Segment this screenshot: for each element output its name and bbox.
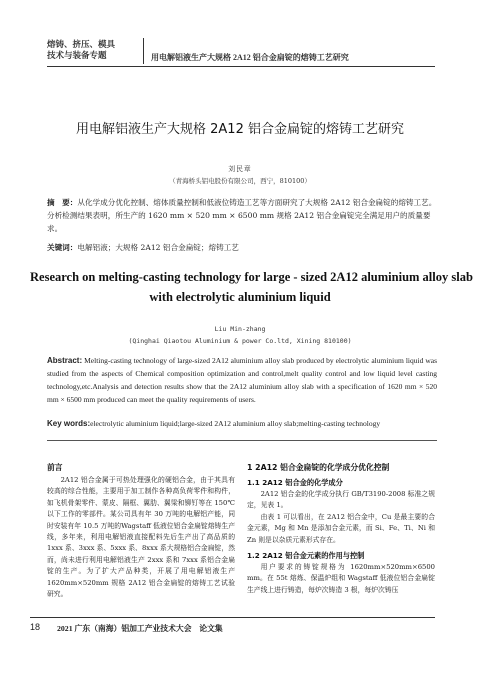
header-divider	[143, 38, 144, 64]
paragraph-1-1-a: 2A12 铝合金的化学成分执行 GB/T3190-2008 标准之规定，见表 1。	[247, 490, 435, 510]
abstract-cn	[47, 196, 437, 236]
author-cn: 刘民章	[228, 165, 252, 173]
paragraph-1-1-b: 由表 1 可以看出，在 2A12 铝合金中，Cu 是最主要的合金元素，Mg 和 Mn 是添加合金元素，而 Si、Fe、Ti、Ni 和 Zn 则是以杂质元素形式存在。	[247, 512, 435, 544]
footer-rule	[30, 617, 435, 618]
body-column-right	[247, 462, 435, 596]
subsection-heading-1-1: 1.1 2A12 铝合金的化学成分	[247, 478, 343, 487]
section-heading-preface: 前言	[47, 463, 63, 472]
abstract-en-label: Abstract:	[47, 356, 83, 365]
paper-title-en-line2: with electrolytic aluminium liquid	[149, 290, 331, 304]
author-en: Liu Min-zhang	[214, 325, 266, 333]
affiliation-cn: （青海桥头铝电股份有限公司，西宁，810100）	[169, 177, 311, 185]
affiliation-en: (Qinghai Qiaotou Aluminium & power Co.ltd, Xining 810100)	[128, 337, 352, 345]
abstract-cn-text: 从化学成分优化控制、熔体质量控制和低液位铸造工艺等方面研究了大规格 2A12 铝合金扁锭的熔铸工艺。分析检测结果表明，所生产的 1620 mm × 520 mm × 6500 mm 规格 2A12 铝合金扁锭完全满足用户的质量要求。	[47, 198, 437, 234]
keywords-en-label: Key words:	[47, 419, 91, 428]
section-label-line1: 熔铸、挤压、模具	[47, 39, 116, 49]
footer-text: 2021 广东（南海）铝加工产业技术大会 论文集	[57, 624, 223, 633]
section-heading-1: 1 2A12 铝合金扁锭的化学成分优化控制	[247, 463, 390, 472]
keywords-cn	[47, 241, 437, 254]
keywords-en-text: electrolytic aluminium liquid;large-sized 2A12 aluminium alloy slab;melting-casting technology	[90, 419, 381, 428]
abstract-cn-label: 摘 要：	[47, 198, 78, 207]
section-label	[47, 39, 143, 61]
paper-title-en-line1: Research on melting-casting technology for large - sized 2A12 aluminium alloy slab	[30, 270, 473, 284]
abstract-en-text: Melting-casting technology of large-sized 2A12 aluminium alloy slab produced by electrolytic aluminium liquid was studied from the aspects of Chemical composition optimization and control,melt quality control and low liquid level casting technology,etc.Analysis and detection results show that the 2A12 aluminium alloy slab with a specification of 1620 mm × 520 mm × 6500 mm produced can meet the quality requirements of users.	[47, 356, 437, 404]
preface-paragraph: 2A12 铝合金属于可热处理强化的硬铝合金，由于其具有较高的综合性能，主要用于加工制作各种高负荷零件和构件，如飞机骨架零件、蒙皮、隔框、翼肋、翼梁和铆钉等在 150℃以下工作的零部件。某公司具有年 30 万吨的电解铝产能，同时安装有年 10.5 万吨的Wagstaff 低液位铝合金扁锭熔铸生产线，多年来，利用电解铝液直接配料先后生产出了高品质的 1xxx 系、3xxx 系、5xxx 系、8xxx 系大规格铝合金扁锭，然而，尚未进行利用电解铝液生产 2xxx 系和 7xxx 系铝合金扁锭的生产。为了扩大产品种类，开展了用电解铝液生产1620mm×520mm 规格 2A12 铝合金扁锭的熔铸工艺试验研究。	[47, 476, 235, 599]
abstract-en	[47, 354, 437, 406]
keywords-en	[47, 418, 437, 430]
paper-title-cn: 用电解铝液生产大规格 2A12 铝合金扁锭的熔铸工艺研究	[76, 122, 404, 137]
paragraph-1-2: 用户要求的铸锭规格为 1620mm×520mm×6500 mm。在 55t 熔炼、保温炉组和 Wagstaff 低液位铝合金扁锭生产线上进行铸造，每炉次铸造 3 根，每炉次铸压	[247, 563, 435, 594]
abstract-divider	[47, 440, 437, 441]
header-rule	[47, 66, 435, 67]
page-number: 18	[30, 622, 41, 632]
running-title: 用电解铝液生产大规格 2A12 铝合金扁锭的熔铸工艺研究	[151, 53, 349, 62]
subsection-heading-1-2: 1.2 2A12 铝合金元素的作用与控制	[247, 551, 365, 561]
keywords-cn-text: 电解铝液；大规格 2A12 铝合金扁锭；熔铸工艺	[77, 243, 239, 252]
body-column-left	[47, 462, 235, 600]
section-label-line2: 技术与装备专题	[47, 50, 107, 60]
keywords-cn-label: 关键词：	[47, 243, 78, 252]
